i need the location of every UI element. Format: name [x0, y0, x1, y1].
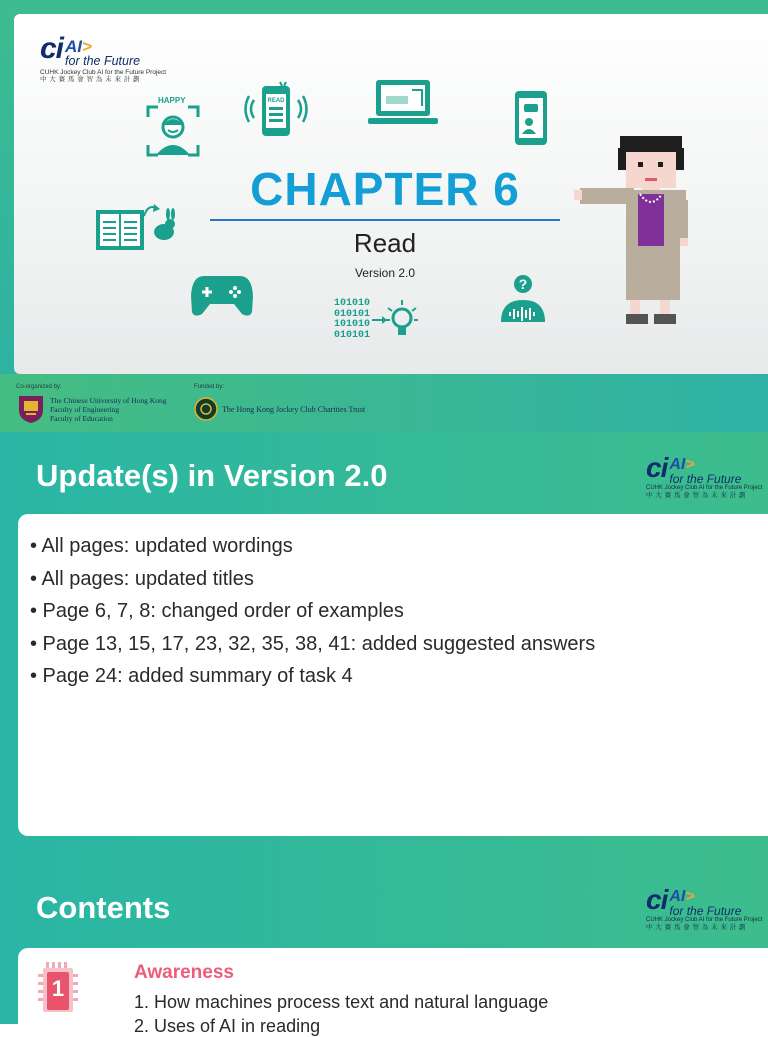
svg-text:?: ? — [518, 276, 528, 292]
binary-line: 010101 — [334, 329, 371, 341]
happy-face-icon — [146, 96, 200, 162]
contents-slide — [0, 866, 768, 1036]
title-footer — [0, 374, 768, 432]
voice-question-icon — [498, 274, 548, 329]
ai-future-logo — [646, 454, 762, 500]
contents-title: Contents — [36, 890, 171, 925]
logo-for-future: for the Future — [669, 472, 742, 486]
section-awareness-label: Awareness — [134, 962, 234, 983]
cuhk-crest-icon — [16, 394, 46, 429]
co-organizer-text — [50, 396, 166, 423]
updates-slide — [0, 432, 768, 866]
contents-item: 2. Uses of AI in reading — [134, 1016, 321, 1036]
book-rabbit-icon — [96, 202, 178, 257]
funder-name: The Hong Kong Jockey Club Charities Trust — [222, 405, 366, 414]
list-item: • Page 24: added summary of task 4 — [30, 665, 353, 687]
chip-number-badge-icon — [38, 962, 78, 1029]
list-item: • Page 13, 15, 17, 23, 32, 35, 38, 41: added suggested answers — [30, 632, 596, 655]
contents-item: 1. How machines process text and natural language — [134, 992, 549, 1012]
logo-project-zh: 中 大 賽 馬 會 智 為 未 來 計 劃 — [646, 924, 747, 932]
binary-line: 101010 — [334, 319, 371, 330]
title-slide — [0, 0, 768, 432]
logo-for-future: for the Future — [65, 54, 141, 68]
read-label: READ — [267, 98, 285, 104]
list-item: • All pages: updated titles — [30, 567, 254, 590]
teacher-character-illustration — [572, 134, 692, 333]
lightbulb-icon — [370, 298, 420, 342]
ai-future-logo — [646, 886, 762, 932]
list-item: • Page 6, 7, 8: changed order of examples — [30, 600, 404, 622]
co-organized-label: Co-organized by: — [16, 384, 62, 390]
updates-list — [18, 514, 768, 693]
logo-ai-text: AI — [669, 456, 686, 473]
logo-ai-text: AI — [65, 37, 83, 56]
updates-panel — [18, 514, 768, 836]
jockey-club-emblem-icon — [194, 396, 218, 427]
logo-mark: ci — [646, 884, 668, 915]
logo-project-zh: 中 大 賽 馬 會 智 為 未 來 計 劃 — [646, 492, 747, 500]
chapter-subtitle: Read — [353, 228, 417, 258]
phone-chat-icon — [514, 90, 548, 151]
logo-for-future: for the Future — [669, 904, 742, 918]
logo-project-en: CUHK Jockey Club AI for the Future Project — [646, 917, 763, 923]
logo-project-zh: 中 大 賽 馬 會 智 為 未 來 計 劃 — [40, 76, 141, 84]
funded-label: Funded by: — [194, 384, 225, 390]
faculty-engineering: Faculty of Engineering — [50, 405, 120, 414]
cuhk-name: The Chinese University of Hong Kong — [50, 396, 167, 405]
happy-label: HAPPY — [158, 96, 186, 105]
logo-mark: ci — [646, 452, 668, 483]
logo-mark: ci — [40, 32, 64, 65]
logo-project-en: CUHK Jockey Club AI for the Future Project — [646, 485, 763, 491]
logo-ai-text: AI — [669, 888, 686, 905]
list-item: • All pages: updated wordings — [30, 535, 293, 557]
faculty-education: Faculty of Education — [50, 414, 113, 423]
version-label: Version 2.0 — [354, 266, 416, 280]
logo-arrow: > — [685, 456, 695, 473]
ai-future-logo — [40, 34, 166, 84]
binary-line: 101010 — [334, 298, 371, 309]
binary-line: 010101 — [334, 308, 371, 320]
chapter-divider — [210, 219, 560, 221]
chapter-title: CHAPTER 6 — [250, 163, 520, 215]
badge-number: 1 — [51, 976, 65, 1001]
updates-title: Update(s) in Version 2.0 — [36, 458, 388, 493]
logo-project-en: CUHK Jockey Club AI for the Future Project — [40, 68, 167, 76]
phone-read-icon — [246, 80, 306, 143]
logo-arrow: > — [685, 888, 695, 905]
binary-idea-icon — [334, 298, 420, 342]
logo-arrow: > — [82, 37, 92, 56]
laptop-icon — [366, 78, 440, 133]
